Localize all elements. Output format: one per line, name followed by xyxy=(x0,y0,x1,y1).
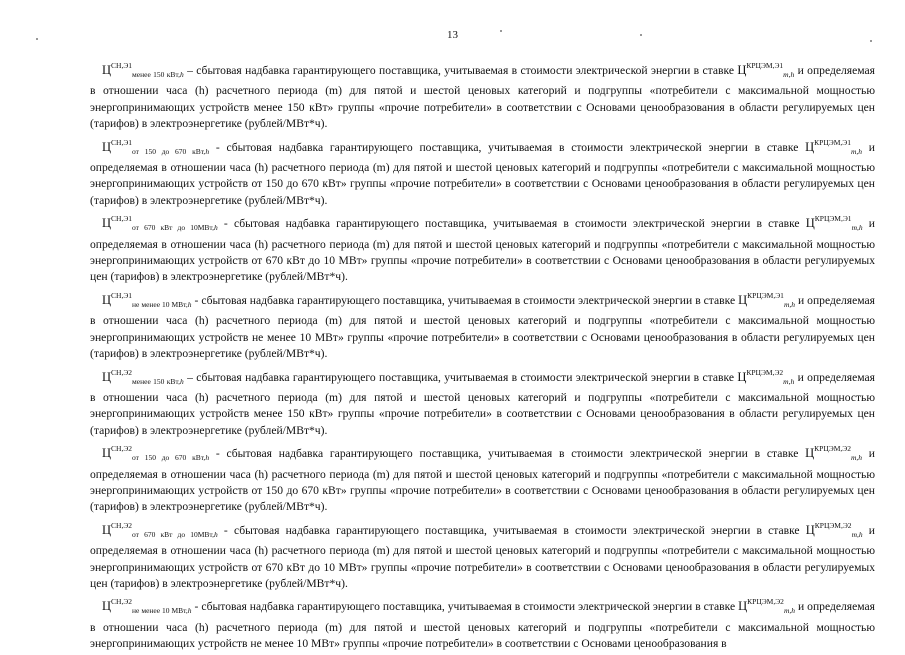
definition-text: - сбытовая надбавка гарантирующего поставщика, учитываемая в стоимости электрической энергии в ставке xyxy=(217,217,806,231)
definition-text: - сбытовая надбавка гарантирующего поставщика, учитываемая в стоимости электрической энергии в ставке xyxy=(209,140,806,154)
markup-symbol: $Ц^{СН,Э2}_{от 150 до 670 кВт,h}$ xyxy=(102,444,210,463)
definition-text: - сбытовая надбавка гарантирующего поставщика, учитываемая в стоимости электрической энергии в ставке xyxy=(191,600,739,614)
markup-symbol: $Ц^{СН,Э2}_{менее 150 кВт,h}$ xyxy=(102,367,184,386)
definition-paragraph xyxy=(90,594,875,652)
definition-text-cont: и определяемая в отношении часа (h) расчетного периода (m) для пятой и шестой ценовых категорий и подгруппы «потребители с максимальной мощностью энергопринимающих устройств не менее 10 МВт» группы «прочие потребители» в соответствии с Основами ценообразования в области регулируемых цен (тарифов) в электроэнергетике (рублей/МВт*ч). xyxy=(90,293,875,361)
markup-symbol: $Ц^{СН,Э2}_{не менее 10 МВт,h}$ xyxy=(102,597,192,616)
definition-text: - сбытовая надбавка гарантирующего поставщика, учитываемая в стоимости электрической энергии в ставке xyxy=(217,523,806,537)
definition-text: - сбытовая надбавка гарантирующего поставщика, учитываемая в стоимости электрической энергии в ставке xyxy=(191,293,739,307)
rate-symbol: $Ц^{КРЦЭМ,Э2}_{m,h}$ xyxy=(738,597,795,616)
definition-paragraph xyxy=(90,288,875,363)
scan-speck xyxy=(500,30,502,32)
definition-paragraph xyxy=(90,518,875,593)
scan-speck xyxy=(870,40,872,42)
markup-symbol: $Ц^{СН,Э1}_{не менее 10 МВт,h}$ xyxy=(102,290,192,309)
rate-symbol: $Ц^{КРЦЭМ,Э1}_{m,h}$ xyxy=(805,137,862,156)
rate-symbol: $Ц^{КРЦЭМ,Э1}_{m,h}$ xyxy=(805,214,863,233)
definition-text-cont: и определяемая в отношении часа (h) расчетного периода (m) для пятой и шестой ценовых категорий и подгруппы «потребители с максимальной мощностью энергопринимающих устройств менее 150 кВт» группы «прочие потребители» в соответствии с Основами ценообразования в области регулируемых цен (тарифов) в электроэнергетике (рублей/МВт*ч). xyxy=(90,370,876,437)
definition-text-cont: и определяемая в отношении часа (h) расчетного периода (m) для пятой и шестой ценовых категорий и подгруппы «потребители с максимальной мощностью энергопринимающих устройств от 670 кВт до 10 МВт» группы «прочие потребители» в соответствии с Основами ценообразования в области регулируемых цен (тарифов) в электроэнергетике (рублей/МВт*ч). xyxy=(90,217,875,284)
markup-symbol: $Ц^{СН,Э1}_{от 670 кВт до 10МВт,h}$ xyxy=(102,214,218,233)
definition-text-cont: и определяемая в отношении часа (h) расчетного периода (m) для пятой и шестой ценовых категорий и подгруппы «потребители с максимальной мощностью энергопринимающих устройств от 150 до 670 кВт» группы «прочие потребители» в соответствии с Основами ценообразования в области регулируемых цен (тарифов) в электроэнергетике (рублей/МВт*ч). xyxy=(90,140,875,207)
rate-symbol: $Ц^{КРЦЭМ,Э1}_{m,h}$ xyxy=(738,290,795,309)
document-body xyxy=(90,58,875,655)
definition-paragraph xyxy=(90,441,875,516)
definition-text: – сбытовая надбавка гарантирующего поставщика, учитываемая в стоимости электрической энергии в ставке xyxy=(183,64,738,77)
rate-symbol: $Ц^{КРЦЭМ,Э1}_{m,h}$ xyxy=(737,61,795,79)
markup-symbol: $Ц^{СН,Э1}_{от 150 до 670 кВт,h}$ xyxy=(102,137,210,156)
definition-text-cont: и определяемая в отношении часа (h) расчетного периода (m) для пятой и шестой ценовых категорий и подгруппы «потребители с максимальной мощностью энергопринимающих устройств не менее 10 МВт» группы «прочие потребители» в соответствии с Основами ценообразования в xyxy=(90,600,875,651)
definition-paragraph xyxy=(90,135,875,210)
markup-symbol: $Ц^{СН,Э1}_{менее 150 кВт,h}$ xyxy=(102,61,184,79)
rate-symbol: $Ц^{КРЦЭМ,Э2}_{m,h}$ xyxy=(737,367,795,386)
markup-symbol: $Ц^{СН,Э2}_{от 670 кВт до 10МВт,h}$ xyxy=(102,520,218,539)
definition-paragraph xyxy=(90,58,875,133)
definition-text-cont: и определяемая в отношении часа (h) расчетного периода (m) для пятой и шестой ценовых категорий и подгруппы «потребители с максимальной мощностью энергопринимающих устройств от 150 до 670 кВт» группы «прочие потребители» в соответствии с Основами ценообразования в области регулируемых цен (тарифов) в электроэнергетике (рублей/МВт*ч). xyxy=(90,447,875,514)
definition-paragraph xyxy=(90,365,875,440)
definition-paragraph xyxy=(90,211,875,286)
rate-symbol: $Ц^{КРЦЭМ,Э2}_{m,h}$ xyxy=(805,444,862,463)
scan-speck xyxy=(36,38,38,40)
definition-text: – сбытовая надбавка гарантирующего поставщика, учитываемая в стоимости электрической энергии в ставке xyxy=(183,370,738,384)
rate-symbol: $Ц^{КРЦЭМ,Э2}_{m,h}$ xyxy=(805,520,863,539)
page-number: 13 xyxy=(447,29,458,41)
definition-text: - сбытовая надбавка гарантирующего поставщика, учитываемая в стоимости электрической энергии в ставке xyxy=(209,447,806,461)
definition-text-cont: и определяемая в отношении часа (h) расчетного периода (m) для пятой и шестой ценовых категорий и подгруппы «потребители с максимальной мощностью энергопринимающих устройств менее 150 кВт» группы «прочие потребители» в соответствии с Основами ценообразования в области регулируемых цен (тарифов) в электроэнергетике (рублей/МВт*ч). xyxy=(90,64,876,131)
definition-text-cont: и определяемая в отношении часа (h) расчетного периода (m) для пятой и шестой ценовых категорий и подгруппы «потребители с максимальной мощностью энергопринимающих устройств от 670 кВт до 10 МВт» группы «прочие потребители» в соответствии с Основами ценообразования в области регулируемых цен (тарифов) в электроэнергетике (рублей/МВт*ч). xyxy=(90,523,875,590)
scan-speck xyxy=(640,34,642,36)
